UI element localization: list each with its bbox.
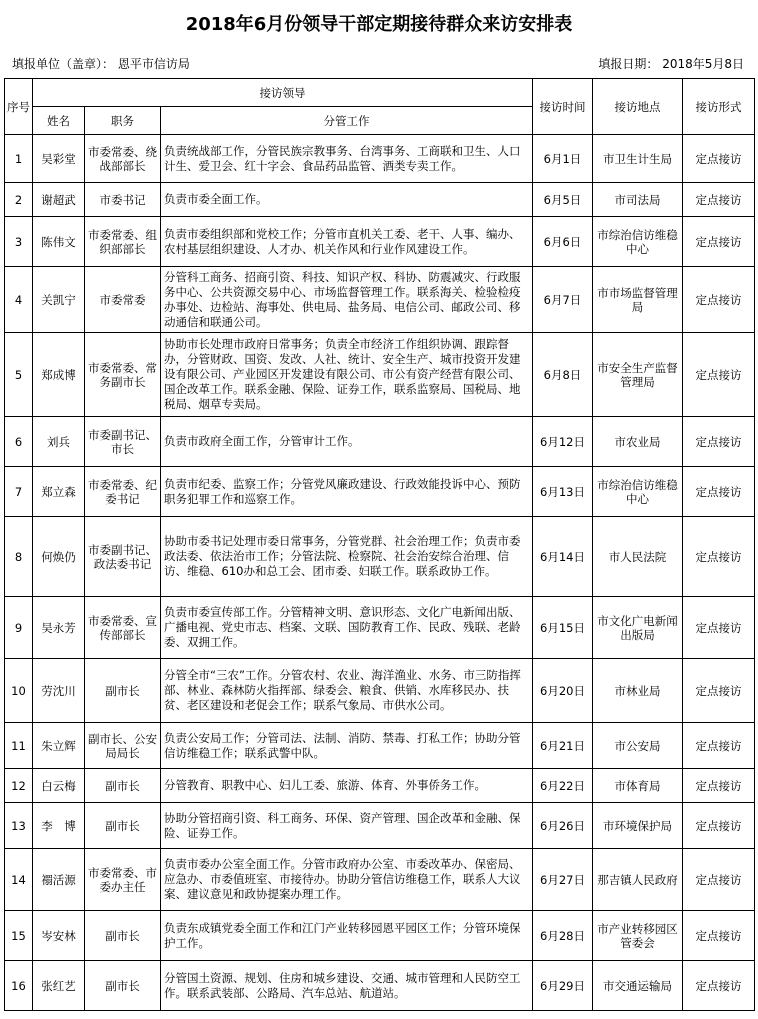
row-duty: 负责统战部工作，分管民族宗教事务、台湾事务、工商联和卫生、人口计生、爱卫会、红十字会、食品药品监管、酒类专卖工作。 <box>161 135 533 183</box>
table-row <box>5 217 755 267</box>
row-name: 李 博 <box>33 803 85 849</box>
row-seq: 8 <box>5 517 33 597</box>
row-time: 6月22日 <box>533 769 593 803</box>
row-form: 定点接访 <box>683 135 755 183</box>
row-form: 定点接访 <box>683 217 755 267</box>
row-time: 6月15日 <box>533 597 593 659</box>
row-seq: 4 <box>5 267 33 333</box>
row-time: 6月27日 <box>533 849 593 911</box>
row-place: 市安全生产监督管理局 <box>593 333 683 417</box>
header-seq: 序号 <box>5 79 33 135</box>
row-seq: 13 <box>5 803 33 849</box>
row-form: 定点接访 <box>683 183 755 217</box>
table-row <box>5 183 755 217</box>
row-position: 副市长 <box>85 803 161 849</box>
row-time: 6月7日 <box>533 267 593 333</box>
row-duty: 协助市长处理市政府日常事务；负责全市经济工作组织协调、跟踪督办，分管财政、国资、发改、人社、统计、安全生产、城市投资开发建设有限公司、产业园区开发建设有限公司、市公有资产经营有限公司、国企改革工作。联系金融、保险、证券工作，联系监察局、国税局、地税局、烟草专卖局。 <box>161 333 533 417</box>
row-seq: 12 <box>5 769 33 803</box>
header-time: 接访时间 <box>533 79 593 135</box>
date-value: 2018年5月8日 <box>662 57 744 71</box>
row-form: 定点接访 <box>683 961 755 1011</box>
row-place: 市文化广电新闻出版局 <box>593 597 683 659</box>
table-row <box>5 333 755 417</box>
row-form: 定点接访 <box>683 417 755 467</box>
row-position: 市委常委、宣传部部长 <box>85 597 161 659</box>
row-name: 吴彩堂 <box>33 135 85 183</box>
row-duty: 负责市委组织部和党校工作；分管市直机关工委、老干、人事、编办、农村基层组织建设、人才办、机关作风和行业作风建设工作。 <box>161 217 533 267</box>
table-row <box>5 597 755 659</box>
row-place: 市司法局 <box>593 183 683 217</box>
row-time: 6月14日 <box>533 517 593 597</box>
row-duty: 负责市纪委、监察工作；分管党风廉政建设、行政效能投诉中心、预防职务犯罪工作和巡察工作。 <box>161 467 533 517</box>
row-name: 吴永芳 <box>33 597 85 659</box>
row-form: 定点接访 <box>683 467 755 517</box>
row-position: 副市长 <box>85 659 161 723</box>
row-time: 6月6日 <box>533 217 593 267</box>
row-duty: 分管科工商务、招商引资、科技、知识产权、科协、防震减灾、行政服务中心、公共资源交易中心、市场监督管理工作。联系海关、检验检疫办事处、边检站、海事处、供电局、盐务局、电信公司、邮政公司、移动通信和联通公司。 <box>161 267 533 333</box>
row-seq: 6 <box>5 417 33 467</box>
unit-value: 恩平市信访局 <box>117 57 190 71</box>
table-row <box>5 911 755 961</box>
row-form: 定点接访 <box>683 517 755 597</box>
row-form: 定点接访 <box>683 333 755 417</box>
row-place: 市综治信访维稳中心 <box>593 467 683 517</box>
row-position: 市委常委、纪委书记 <box>85 467 161 517</box>
row-form: 定点接访 <box>683 659 755 723</box>
header-leaders: 接访领导 <box>33 79 533 107</box>
row-duty: 负责公安局工作；分管司法、法制、消防、禁毒、打私工作；协助分管信访维稳工作；联系武警中队。 <box>161 723 533 769</box>
row-name: 谢超武 <box>33 183 85 217</box>
row-place: 市农业局 <box>593 417 683 467</box>
row-time: 6月8日 <box>533 333 593 417</box>
row-place: 那吉镇人民政府 <box>593 849 683 911</box>
row-position: 市委副书记、市长 <box>85 417 161 467</box>
row-seq: 9 <box>5 597 33 659</box>
row-name: 白云梅 <box>33 769 85 803</box>
date-line <box>598 55 744 72</box>
table-row <box>5 723 755 769</box>
table-row <box>5 135 755 183</box>
row-seq: 7 <box>5 467 33 517</box>
row-position: 市委书记 <box>85 183 161 217</box>
row-place: 市交通运输局 <box>593 961 683 1011</box>
row-time: 6月5日 <box>533 183 593 217</box>
row-duty: 分管教育、职教中心、妇儿工委、旅游、体育、外事侨务工作。 <box>161 769 533 803</box>
row-place: 市公安局 <box>593 723 683 769</box>
row-time: 6月12日 <box>533 417 593 467</box>
row-form: 定点接访 <box>683 769 755 803</box>
row-position: 市委常委、组织部部长 <box>85 217 161 267</box>
row-seq: 1 <box>5 135 33 183</box>
row-position: 市委常委、常务副市长 <box>85 333 161 417</box>
row-position: 市委常委、市委办主任 <box>85 849 161 911</box>
table-row <box>5 517 755 597</box>
row-name: 禤活源 <box>33 849 85 911</box>
row-position: 副市长、公安局局长 <box>85 723 161 769</box>
row-duty: 负责市委全面工作。 <box>161 183 533 217</box>
row-name: 陈伟文 <box>33 217 85 267</box>
row-time: 6月28日 <box>533 911 593 961</box>
row-position: 副市长 <box>85 961 161 1011</box>
row-seq: 15 <box>5 911 33 961</box>
row-name: 关凯宁 <box>33 267 85 333</box>
table-row <box>5 961 755 1011</box>
header-duty: 分管工作 <box>161 107 533 135</box>
row-duty: 负责市委宣传部工作。分管精神文明、意识形态、文化广电新闻出版、广播电视、党史市志、档案、文联、国防教育工作、民政、残联、老龄委、双拥工作。 <box>161 597 533 659</box>
row-form: 定点接访 <box>683 597 755 659</box>
row-time: 6月13日 <box>533 467 593 517</box>
row-place: 市体育局 <box>593 769 683 803</box>
header-place: 接访地点 <box>593 79 683 135</box>
row-place: 市市场监督管理局 <box>593 267 683 333</box>
row-time: 6月26日 <box>533 803 593 849</box>
header-form: 接访形式 <box>683 79 755 135</box>
table-row <box>5 467 755 517</box>
table-row <box>5 267 755 333</box>
schedule-table <box>4 78 755 1011</box>
row-form: 定点接访 <box>683 911 755 961</box>
row-place: 市林业局 <box>593 659 683 723</box>
row-position: 副市长 <box>85 769 161 803</box>
row-name: 张红艺 <box>33 961 85 1011</box>
row-duty: 协助分管招商引资、科工商务、环保、资产管理、国企改革和金融、保险、证券工作。 <box>161 803 533 849</box>
unit-label: 填报单位（盖章）： <box>12 57 115 71</box>
row-time: 6月29日 <box>533 961 593 1011</box>
row-seq: 2 <box>5 183 33 217</box>
row-place: 市人民法院 <box>593 517 683 597</box>
row-time: 6月20日 <box>533 659 593 723</box>
row-position: 副市长 <box>85 911 161 961</box>
row-seq: 10 <box>5 659 33 723</box>
row-name: 郑成博 <box>33 333 85 417</box>
row-time: 6月21日 <box>533 723 593 769</box>
row-seq: 3 <box>5 217 33 267</box>
row-form: 定点接访 <box>683 849 755 911</box>
table-row <box>5 769 755 803</box>
row-position: 市委常委、绕战部部长 <box>85 135 161 183</box>
row-name: 朱立辉 <box>33 723 85 769</box>
row-seq: 16 <box>5 961 33 1011</box>
row-duty: 协助市委书记处理市委日常事务，分管党群、社会治理工作；负责市委政法委、依法治市工作；分管法院、检察院、社会治安综合治理、信访、维稳、610办和总工会、团市委、妇联工作。联系政协工作。 <box>161 517 533 597</box>
row-seq: 5 <box>5 333 33 417</box>
row-time: 6月1日 <box>533 135 593 183</box>
row-name: 刘兵 <box>33 417 85 467</box>
table-row <box>5 803 755 849</box>
row-seq: 11 <box>5 723 33 769</box>
row-form: 定点接访 <box>683 723 755 769</box>
header-position: 职务 <box>85 107 161 135</box>
row-name: 岑安林 <box>33 911 85 961</box>
row-place: 市卫生计生局 <box>593 135 683 183</box>
date-label: 填报日期： <box>598 57 659 71</box>
row-duty: 负责市政府全面工作，分管审计工作。 <box>161 417 533 467</box>
row-place: 市产业转移园区管委会 <box>593 911 683 961</box>
row-name: 郑立森 <box>33 467 85 517</box>
page-title: 2018年6月份领导干部定期接待群众来访安排表 <box>185 14 573 35</box>
table-row <box>5 659 755 723</box>
row-duty: 负责东成镇党委全面工作和江门产业转移园恩平园区工作；分管环境保护工作。 <box>161 911 533 961</box>
row-duty: 负责市委办公室全面工作。分管市政府办公室、市委改革办、保密局、应急办、市委值班室、市接待办。协助分管信访维稳工作，联系人大议案、建议意见和政协提案办理工作。 <box>161 849 533 911</box>
unit-line <box>12 55 190 72</box>
table-row <box>5 417 755 467</box>
row-name: 劳沈川 <box>33 659 85 723</box>
row-position: 市委副书记、政法委书记 <box>85 517 161 597</box>
row-place: 市综治信访维稳中心 <box>593 217 683 267</box>
row-duty: 分管全市“三农”工作。分管农村、农业、海洋渔业、水务、市三防指挥部、林业、森林防火指挥部、绿委会、粮食、供销、水库移民办、扶贫、老区建设和老促会工作；联系气象局、市供水公司。 <box>161 659 533 723</box>
row-form: 定点接访 <box>683 803 755 849</box>
table-row <box>5 849 755 911</box>
row-seq: 14 <box>5 849 33 911</box>
row-name: 何焕仍 <box>33 517 85 597</box>
row-duty: 分管国土资源、规划、住房和城乡建设、交通、城市管理和人民防空工作。联系武装部、公路局、汽车总站、航道站。 <box>161 961 533 1011</box>
row-place: 市环境保护局 <box>593 803 683 849</box>
row-form: 定点接访 <box>683 267 755 333</box>
header-name: 姓名 <box>33 107 85 135</box>
row-position: 市委常委 <box>85 267 161 333</box>
